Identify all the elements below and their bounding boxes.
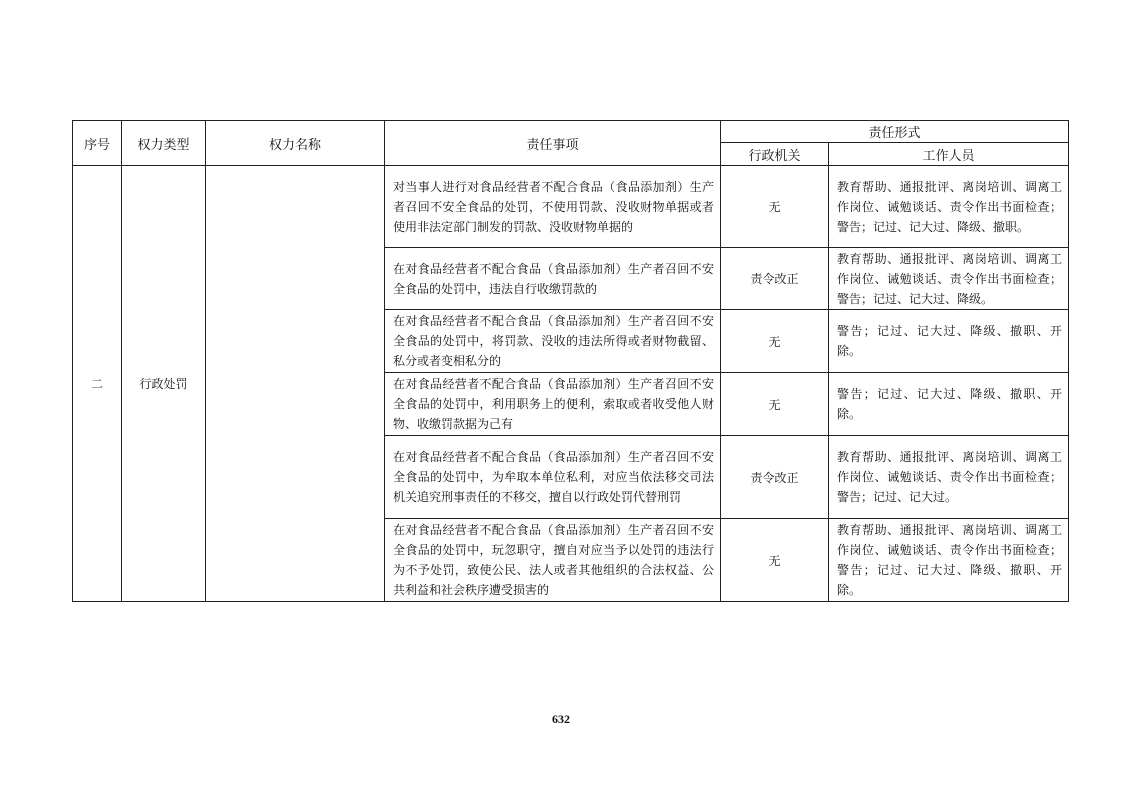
responsibility-table (72, 120, 1069, 602)
agency-cell: 无 (721, 166, 829, 248)
power-name-cell (206, 166, 385, 602)
staff-cell: 教育帮助、通报批评、离岗培训、调离工作岗位、诫勉谈话、责令作出书面检查；警告；记过、记大过、降级、撤职、开除。 (829, 519, 1069, 602)
staff-cell: 教育帮助、通报批评、离岗培训、调离工作岗位、诫勉谈话、责令作出书面检查；警告；记过、记大过、降级、撤职。 (829, 166, 1069, 248)
header-responsibility-form: 责任形式 (721, 121, 1069, 143)
duty-cell: 在对食品经营者不配合食品（食品添加剂）生产者召回不安全食品的处罚中，违法自行收缴罚款的 (385, 248, 721, 310)
seq-cell: 二 (73, 166, 122, 602)
staff-cell: 警告；记过、记大过、降级、撤职、开除。 (829, 310, 1069, 373)
agency-cell: 无 (721, 310, 829, 373)
staff-cell: 教育帮助、通报批评、离岗培训、调离工作岗位、诫勉谈话、责令作出书面检查；警告；记过、记大过。 (829, 436, 1069, 519)
header-row-1 (73, 121, 1069, 143)
header-agency: 行政机关 (721, 143, 829, 166)
duty-cell: 在对食品经营者不配合食品（食品添加剂）生产者召回不安全食品的处罚中，为牟取本单位私利，对应当依法移交司法机关追究刑事责任的不移交，擅自以行政处罚代替刑罚 (385, 436, 721, 519)
header-power-name: 权力名称 (206, 121, 385, 166)
agency-cell: 责令改正 (721, 436, 829, 519)
header-staff: 工作人员 (829, 143, 1069, 166)
duty-cell: 在对食品经营者不配合食品（食品添加剂）生产者召回不安全食品的处罚中，利用职务上的便利，索取或者收受他人财物、收缴罚款据为己有 (385, 373, 721, 436)
header-power-type: 权力类型 (122, 121, 206, 166)
staff-cell: 教育帮助、通报批评、离岗培训、调离工作岗位、诫勉谈话、责令作出书面检查；警告；记过、记大过、降级。 (829, 248, 1069, 310)
power-type-cell: 行政处罚 (122, 166, 206, 602)
duty-cell: 在对食品经营者不配合食品（食品添加剂）生产者召回不安全食品的处罚中，将罚款、没收的违法所得或者财物截留、私分或者变相私分的 (385, 310, 721, 373)
header-seq: 序号 (73, 121, 122, 166)
staff-cell: 警告；记过、记大过、降级、撤职、开除。 (829, 373, 1069, 436)
agency-cell: 责令改正 (721, 248, 829, 310)
header-duty: 责任事项 (385, 121, 721, 166)
page-number: 632 (552, 712, 570, 726)
agency-cell: 无 (721, 373, 829, 436)
duty-cell: 对当事人进行对食品经营者不配合食品（食品添加剂）生产者召回不安全食品的处罚，不使用罚款、没收财物单据或者使用非法定部门制发的罚款、没收财物单据的 (385, 166, 721, 248)
table-row (73, 166, 1069, 248)
duty-cell: 在对食品经营者不配合食品（食品添加剂）生产者召回不安全食品的处罚中，玩忽职守，擅自对应当予以处罚的违法行为不予处罚，致使公民、法人或者其他组织的合法权益、公共利益和社会秩序遭受损害的 (385, 519, 721, 602)
agency-cell: 无 (721, 519, 829, 602)
